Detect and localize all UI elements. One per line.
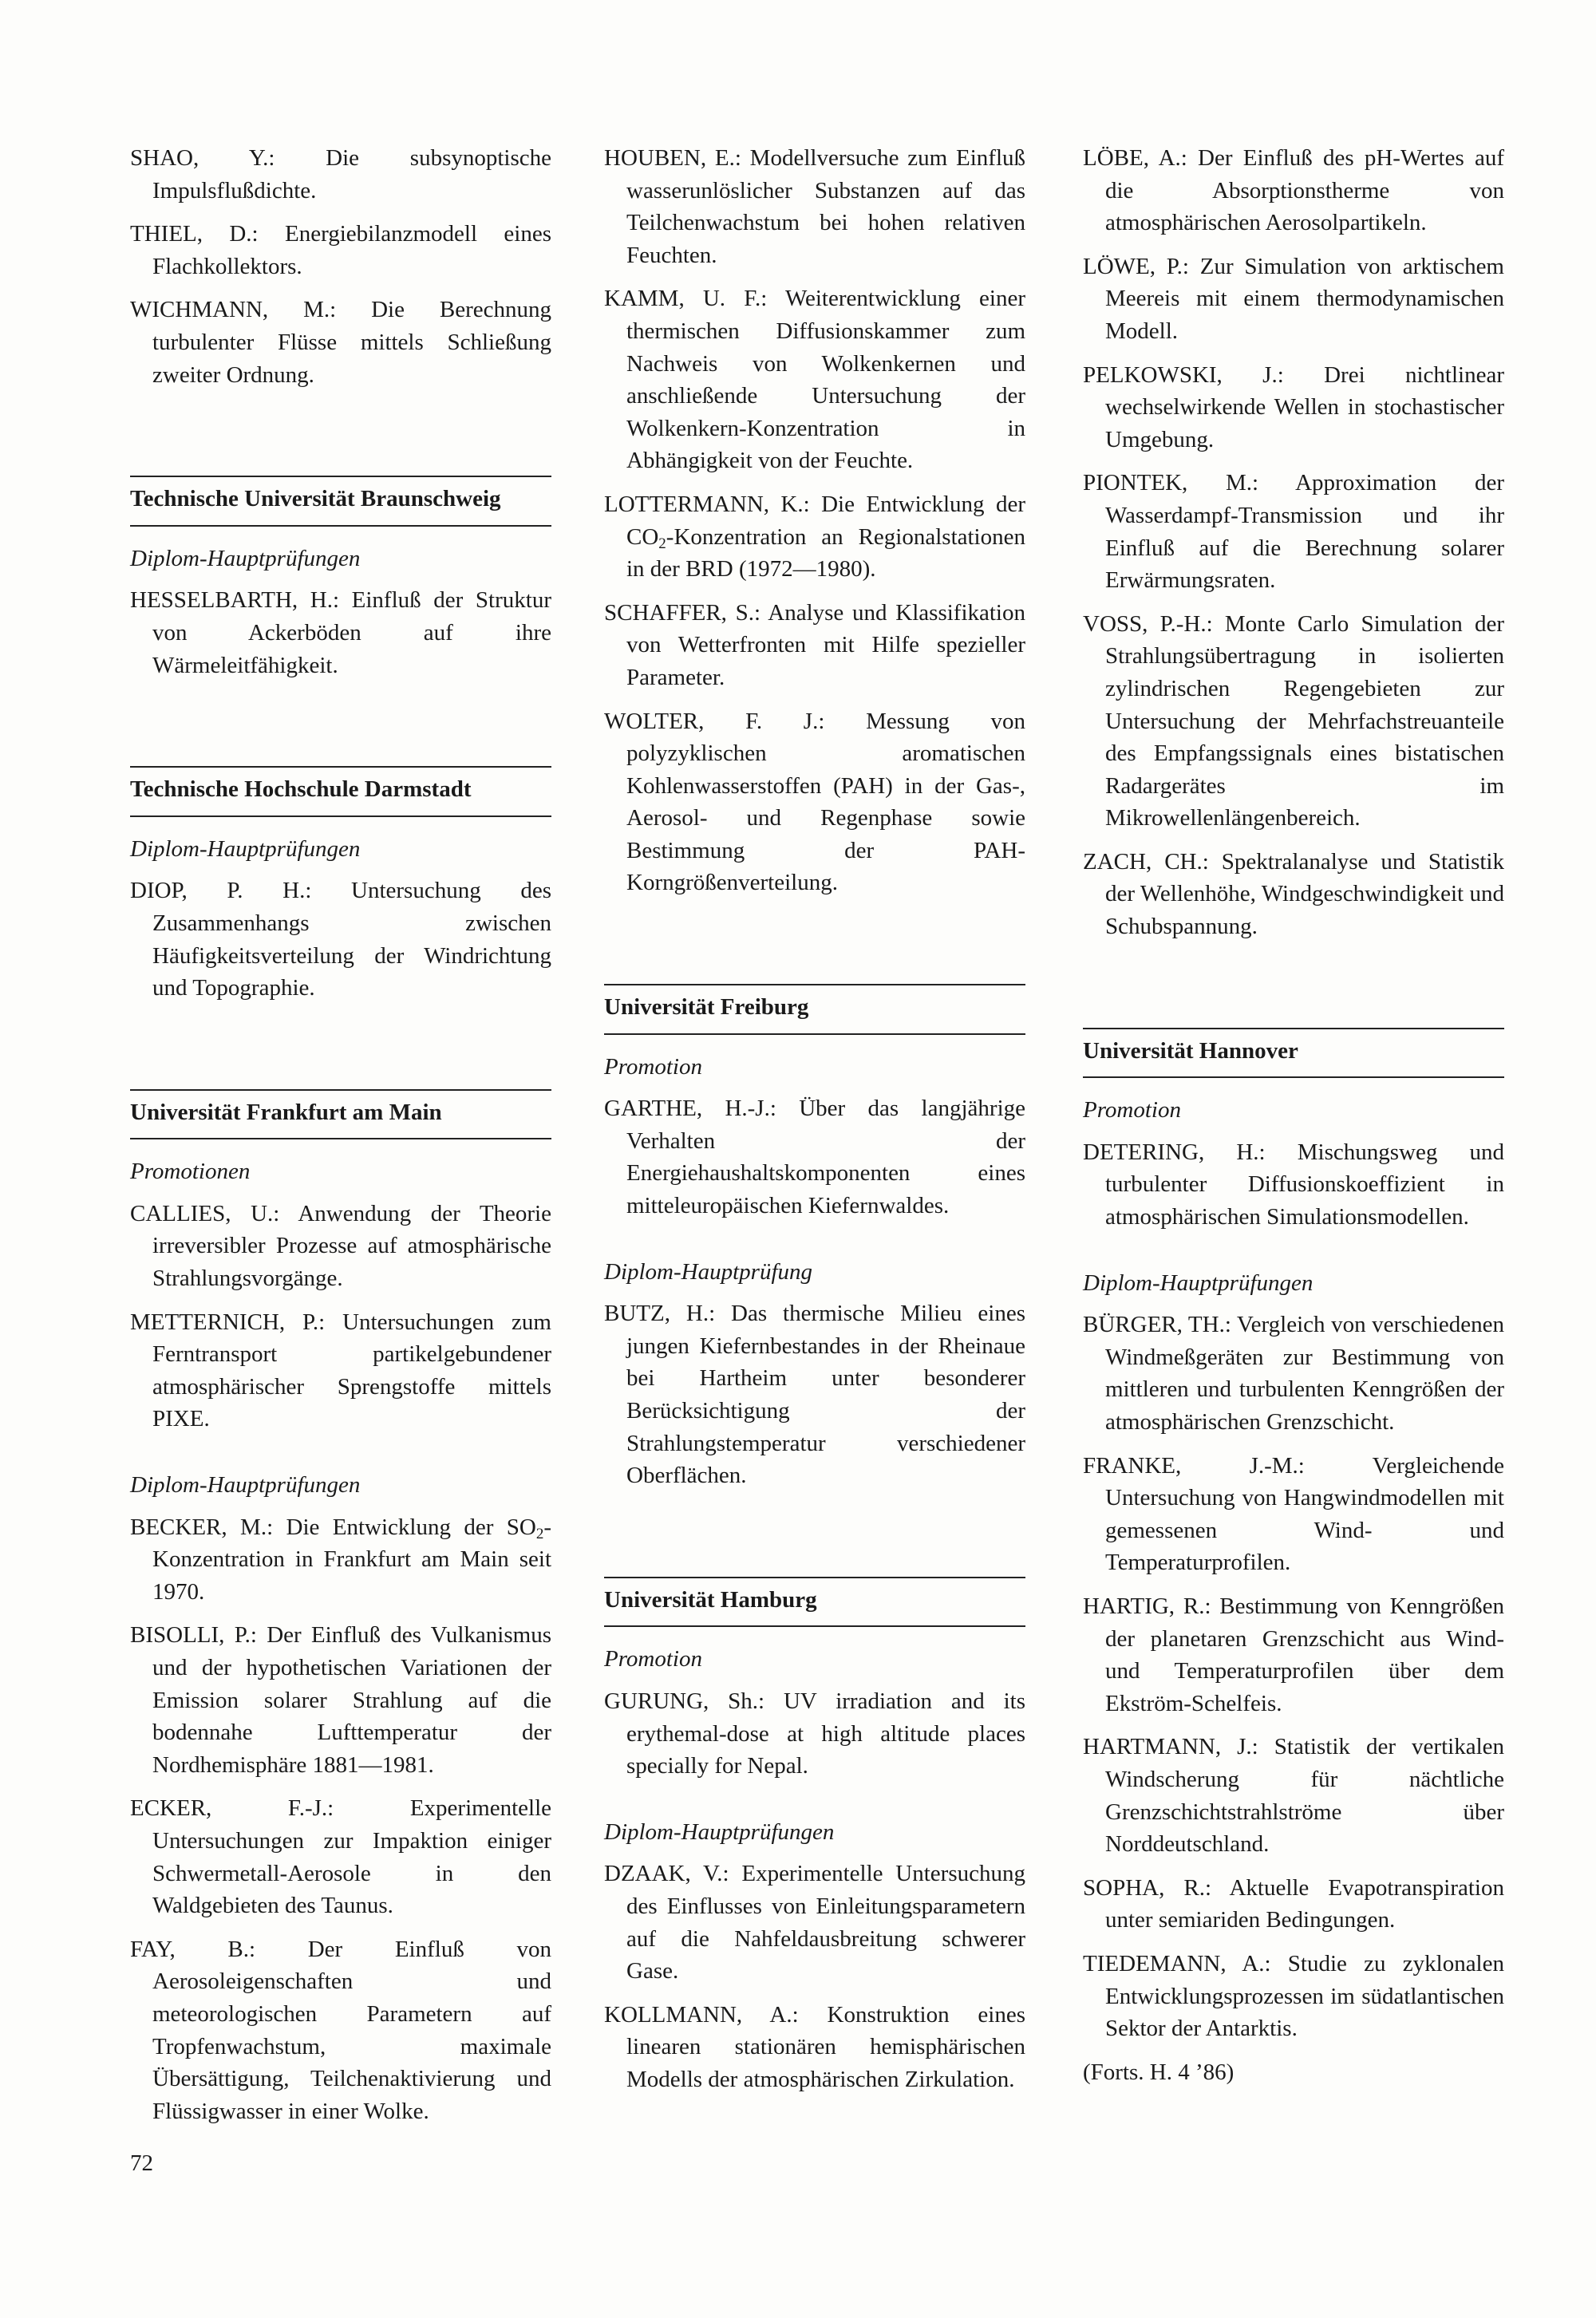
- thesis-entry: FAY, B.: Der Einfluß von Aerosoleigenschaften und meteorologischen Parametern auf Tropfenwachstum, maximale Übersättigung, Teilchenaktivierung und Flüssigwasser in einer Wolke.: [130, 1936, 551, 2124]
- section-heading: Technische Hochschule Darmstadt: [130, 766, 551, 817]
- paragraph-gap: [604, 1794, 1025, 1816]
- thesis-entry: KOLLMANN, A.: Konstruktion eines linearen stationären hemisphärischen Modells der atmosphärischen Zirkulation.: [604, 2001, 1025, 2092]
- section-heading: Universität Freiburg: [604, 984, 1025, 1035]
- subsection-heading: Diplom-Hauptprüfungen: [130, 1472, 361, 1499]
- entry-text: BECKER, M.: Die Entwicklung der SO: [130, 1514, 536, 1540]
- entry-text: LOTTERMANN, K.: Die Entwicklung der CO: [604, 491, 1025, 550]
- subsection-heading: Promotionen: [130, 1159, 251, 1185]
- subscript: 2: [535, 1525, 544, 1542]
- thesis-entry: GARTHE, H.-J.: Über das langjährige Verhalten der Energiehaushaltskomponenten eines mitteleuropäischen Kiefernwaldes.: [604, 1096, 1025, 1219]
- thesis-entry: ZACH, CH.: Spektralanalyse und Statistik der Wellenhöhe, Windgeschwindigkeit und Schubspannung.: [1083, 848, 1504, 940]
- thesis-entry: [130, 1511, 551, 1609]
- entry-text: -Konzentration in Frankfurt am Main seit 1970.: [152, 1514, 551, 1605]
- subsection-heading: Diplom-Hauptprüfungen: [1083, 1270, 1314, 1296]
- thesis-entry: SOPHA, R.: Aktuelle Evapotranspiration unter semiariden Bedingungen.: [1083, 1874, 1504, 1933]
- subsection-heading: Diplom-Hauptprüfungen: [130, 545, 361, 571]
- section-heading: Universität Hannover: [1083, 1028, 1504, 1079]
- thesis-entry: WICHMANN, M.: Die Berechnung turbulenter Flüsse mittels Schließung zweiter Ordnung.: [130, 297, 551, 388]
- thesis-entry: DIOP, P. H.: Untersuchung des Zusammenhangs zwischen Häufigkeitsverteilung der Windrichtung und Topographie.: [130, 878, 551, 1001]
- thesis-entry: METTERNICH, P.: Untersuchungen zum Ferntransport partikelgebundener atmosphärischer Sprengstoffe mittels PIXE.: [130, 1309, 551, 1432]
- thesis-entry: HARTIG, R.: Bestimmung von Kenngrößen der planetaren Grenzschicht aus Wind- und Temperaturprofilen über dem Ekström-Schelfeis.: [1083, 1593, 1504, 1716]
- thesis-entry: ECKER, F.-J.: Experimentelle Untersuchungen zur Impaktion einiger Schwermetall-Aerosole in den Waldgebieten des Taunus.: [130, 1795, 551, 1919]
- thesis-entry: WOLTER, F. J.: Messung von polyzyklischen aromatischen Kohlenwasserstoffen (PAH) in der Gas-, Aerosol- und Regenphase sowie Bestimmung der PAH-Korngrößenverteilung.: [604, 708, 1025, 896]
- thesis-entry: HOUBEN, E.: Modellversuche zum Einfluß wasserunlöslicher Substanzen auf das Teilchenwachstum bei hohen relativen Feuchten.: [604, 145, 1025, 268]
- thesis-entry: BUTZ, H.: Das thermische Milieu eines jungen Kiefernbestandes in der Rheinaue bei Hartheim unter besonderer Berücksichtigung der Strahlungstemperatur verschiedener Oberflächen.: [604, 1301, 1025, 1489]
- subsection-heading: Diplom-Hauptprüfungen: [604, 1818, 835, 1845]
- thesis-entry: PELKOWSKI, J.: Drei nichtlinear wechselwirkende Wellen in stochastischer Umgebung.: [1083, 361, 1504, 452]
- thesis-entry: SCHAFFER, S.: Analyse und Klassifikation von Wetterfronten mit Hilfe spezieller Parameter.: [604, 599, 1025, 690]
- text-column-2: [604, 142, 1025, 2107]
- thesis-entry: SHAO, Y.: Die subsynoptische Impulsflußdichte.: [130, 145, 551, 203]
- subsection-heading: Promotion: [604, 1053, 702, 1080]
- thesis-entry: BÜRGER, TH.: Vergleich von verschiedenen Windmeßgeräten zur Bestimmung von mittleren und turbulenten Kenngrößen der atmosphärischen Grenzschicht.: [1083, 1312, 1504, 1435]
- subsection-heading: Diplom-Hauptprüfungen: [130, 835, 361, 862]
- subsection-heading: Diplom-Hauptprüfung: [604, 1258, 812, 1285]
- page-number: 72: [130, 2150, 153, 2176]
- text-column-3: [1083, 142, 1504, 2088]
- thesis-entry: FRANKE, J.-M.: Vergleichende Untersuchung von Hangwindmodellen mit gemessenen Wind- und Temperaturprofilen.: [1083, 1452, 1504, 1576]
- thesis-entry: LÖWE, P.: Zur Simulation von arktischem Meereis mit einem thermodynamischen Modell.: [1083, 253, 1504, 344]
- subsection-heading: Promotion: [1083, 1097, 1181, 1123]
- thesis-entry: DETERING, H.: Mischungsweg und turbulenter Diffusionskoeffizient in atmosphärischen Simulationsmodellen.: [1083, 1139, 1504, 1230]
- entry-text: -Konzentration an Regionalstationen in der BRD (1972—1980).: [626, 523, 1025, 582]
- thesis-entry: TIEDEMANN, A.: Studie zu zyklonalen Entwicklungsprozessen im südatlantischen Sektor der Antarktis.: [1083, 1950, 1504, 2042]
- thesis-entry: CALLIES, U.: Anwendung der Theorie irreversibler Prozesse auf atmosphärische Strahlungsvorgänge.: [130, 1200, 551, 1292]
- continuation-note: (Forts. H. 4 ’86): [1083, 2059, 1235, 2085]
- paragraph-gap: [604, 1234, 1025, 1256]
- thesis-entry: LÖBE, A.: Der Einfluß des pH-Wertes auf die Absorptionstherme von atmosphärischen Aerosolpartikeln.: [1083, 145, 1504, 236]
- thesis-entry: BISOLLI, P.: Der Einfluß des Vulkanismus und der hypothetischen Variationen der Emission solarer Strahlung auf die bodennahe Lufttemperatur der Nordhemisphäre 1881—1981.: [130, 1622, 551, 1778]
- thesis-entry: GURUNG, Sh.: UV irradiation and its erythemal-dose at high altitude places specially for Nepal.: [604, 1688, 1025, 1779]
- thesis-entry: DZAAK, V.: Experimentelle Untersuchung des Einflusses von Einleitungsparametern auf die Nahfeldausbreitung schwerer Gase.: [604, 1861, 1025, 1984]
- section-heading: Technische Universität Braunschweig: [130, 476, 551, 527]
- thesis-entry: VOSS, P.-H.: Monte Carlo Simulation der Strahlungsübertragung in isolierten zylindrischen Regengebieten zur Untersuchung der Mehrfachstreuanteile des Empfangssignals eines bistatischen Radargerätes im Mikrowellenlängenbereich.: [1083, 610, 1504, 831]
- subsection-heading: Promotion: [604, 1646, 702, 1672]
- thesis-entry: HESSELBARTH, H.: Einfluß der Struktur von Ackerböden auf ihre Wärmeleitfähigkeit.: [130, 587, 551, 678]
- subscript: 2: [658, 535, 666, 552]
- thesis-entry: KAMM, U. F.: Weiterentwicklung einer thermischen Diffusionskammer zum Nachweis von Wolkenkernen und anschließende Untersuchung der Wolkenkern-Konzentration in Abhängigkeit von der Feuchte.: [604, 286, 1025, 474]
- thesis-entry: [604, 488, 1025, 586]
- paragraph-gap: [130, 1447, 551, 1469]
- thesis-entry: PIONTEK, M.: Approximation der Wasserdampf-Transmission und ihr Einfluß auf die Berechnung solarer Erwärmungsraten.: [1083, 470, 1504, 594]
- section-heading: Universität Hamburg: [604, 1577, 1025, 1628]
- paragraph-gap: [1083, 1245, 1504, 1267]
- thesis-entry: HARTMANN, J.: Statistik der vertikalen Windscherung für nächtliche Grenzschichtstrahlströme über Norddeutschland.: [1083, 1734, 1504, 1858]
- thesis-entry: THIEL, D.: Energiebilanzmodell eines Flachkollektors.: [130, 221, 551, 279]
- section-heading: Universität Frankfurt am Main: [130, 1089, 551, 1140]
- text-column-1: [130, 142, 551, 2138]
